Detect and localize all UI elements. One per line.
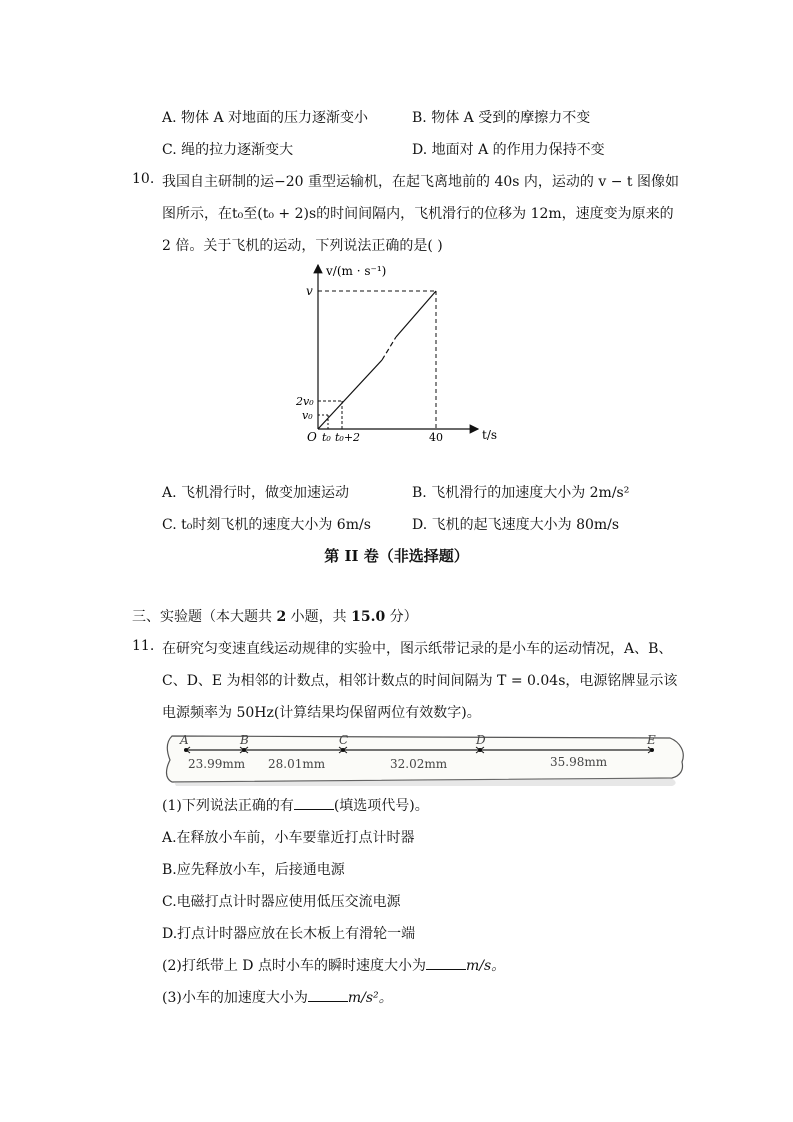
paper-tape (160, 728, 690, 788)
q10-line1: 我国自主研制的运−20 重型运输机，在起飞离地前的 40s 内，运动的 v − t 图像如 (162, 174, 679, 190)
2v0-tick-label: 2v₀ (296, 395, 314, 408)
tape-label-c: C (339, 733, 349, 747)
q11-option-a: A.在释放小车前，小车要靠近打点计时器 (162, 830, 415, 846)
q11-sub2: (2)打纸带上 D 点时小车的瞬时速度大小为 m/s。 (162, 955, 505, 975)
vt-graph (290, 255, 510, 450)
q11-sub1: (1)下列说法正确的有 (填选项代号)。 (162, 795, 429, 815)
q11-line3: 电源频率为 50Hz(计算结果均保留两位有效数字)。 (162, 705, 481, 721)
origin-label: O (307, 430, 317, 444)
answer-blank-3[interactable] (308, 987, 348, 1002)
q11-number: 11. (132, 638, 155, 654)
t0plus2-tick-label: t₀+2 (335, 431, 361, 444)
q11-option-d: D.打点计时器应放在长木板上有滑轮一端 (162, 926, 416, 942)
y-axis-label: v/(m · s⁻¹) (326, 264, 387, 278)
q10-number: 10. (132, 171, 155, 187)
v-tick-label: v (306, 284, 313, 298)
section3-title: 三、实验题（本大题共 2 小题，共 15.0 分） (132, 609, 418, 625)
t40-tick-label: 40 (429, 431, 443, 444)
q11-option-b: B.应先释放小车，后接通电源 (162, 862, 345, 878)
tape-distance-ab: 23.99mm (188, 757, 246, 771)
tape-distance-bc: 28.01mm (268, 757, 326, 771)
q11-option-c: C.电磁打点计时器应使用低压交流电源 (162, 894, 401, 910)
q11-line2: C、D、E 为相邻的计数点，相邻计数点的时间间隔为 T = 0.04s，电源铭牌显示该 (162, 673, 678, 689)
q9-option-a: A. 物体 A 对地面的压力逐渐变小 (162, 110, 369, 126)
q11-line1: 在研究匀变速直线运动规律的实验中，图示纸带记录的是小车的运动情况，A、B、 (162, 641, 673, 657)
v0-tick-label: v₀ (302, 409, 313, 422)
vt-line-lower (318, 360, 382, 429)
q10-option-a: A. 飞机滑行时，做变加速运动 (162, 485, 350, 501)
tape-label-a: A (180, 733, 189, 747)
tape-distance-de: 35.98mm (550, 755, 608, 769)
q10-option-b: B. 飞机滑行的加速度大小为 2m/s² (412, 485, 630, 501)
q9-option-d: D. 地面对 A 的作用力保持不变 (412, 142, 605, 158)
q10-option-d: D. 飞机的起飞速度大小为 80m/s (412, 517, 620, 533)
q9-option-c: C. 绳的拉力逐渐变大 (162, 142, 294, 158)
q10-line2: 图所示，在t₀至(t₀ + 2)s的时间间隔内，飞机滑行的位移为 12m，速度变为原来的 (162, 206, 674, 222)
tape-label-b: B (240, 733, 249, 747)
q9-option-b: B. 物体 A 受到的摩擦力不变 (412, 110, 591, 126)
answer-blank-1[interactable] (294, 795, 334, 810)
q11-sub3: (3)小车的加速度大小为 m/s²。 (162, 987, 393, 1007)
vt-line-middle (382, 337, 396, 360)
q10-line3: 2 倍。关于飞机的运动，下列说法正确的是( ) (162, 238, 443, 254)
answer-blank-2[interactable] (426, 955, 466, 970)
tape-label-e: E (647, 733, 656, 747)
tape-distance-cd: 32.02mm (390, 757, 448, 771)
t0-tick-label: t₀ (322, 431, 331, 444)
tape-label-d: D (476, 733, 486, 747)
part2-title: 第 II 卷（非选择题） (324, 547, 469, 565)
x-axis-label: t/s (482, 428, 498, 442)
q10-option-c: C. t₀时刻飞机的速度大小为 6m/s (162, 517, 371, 533)
vt-line-upper (396, 291, 436, 337)
